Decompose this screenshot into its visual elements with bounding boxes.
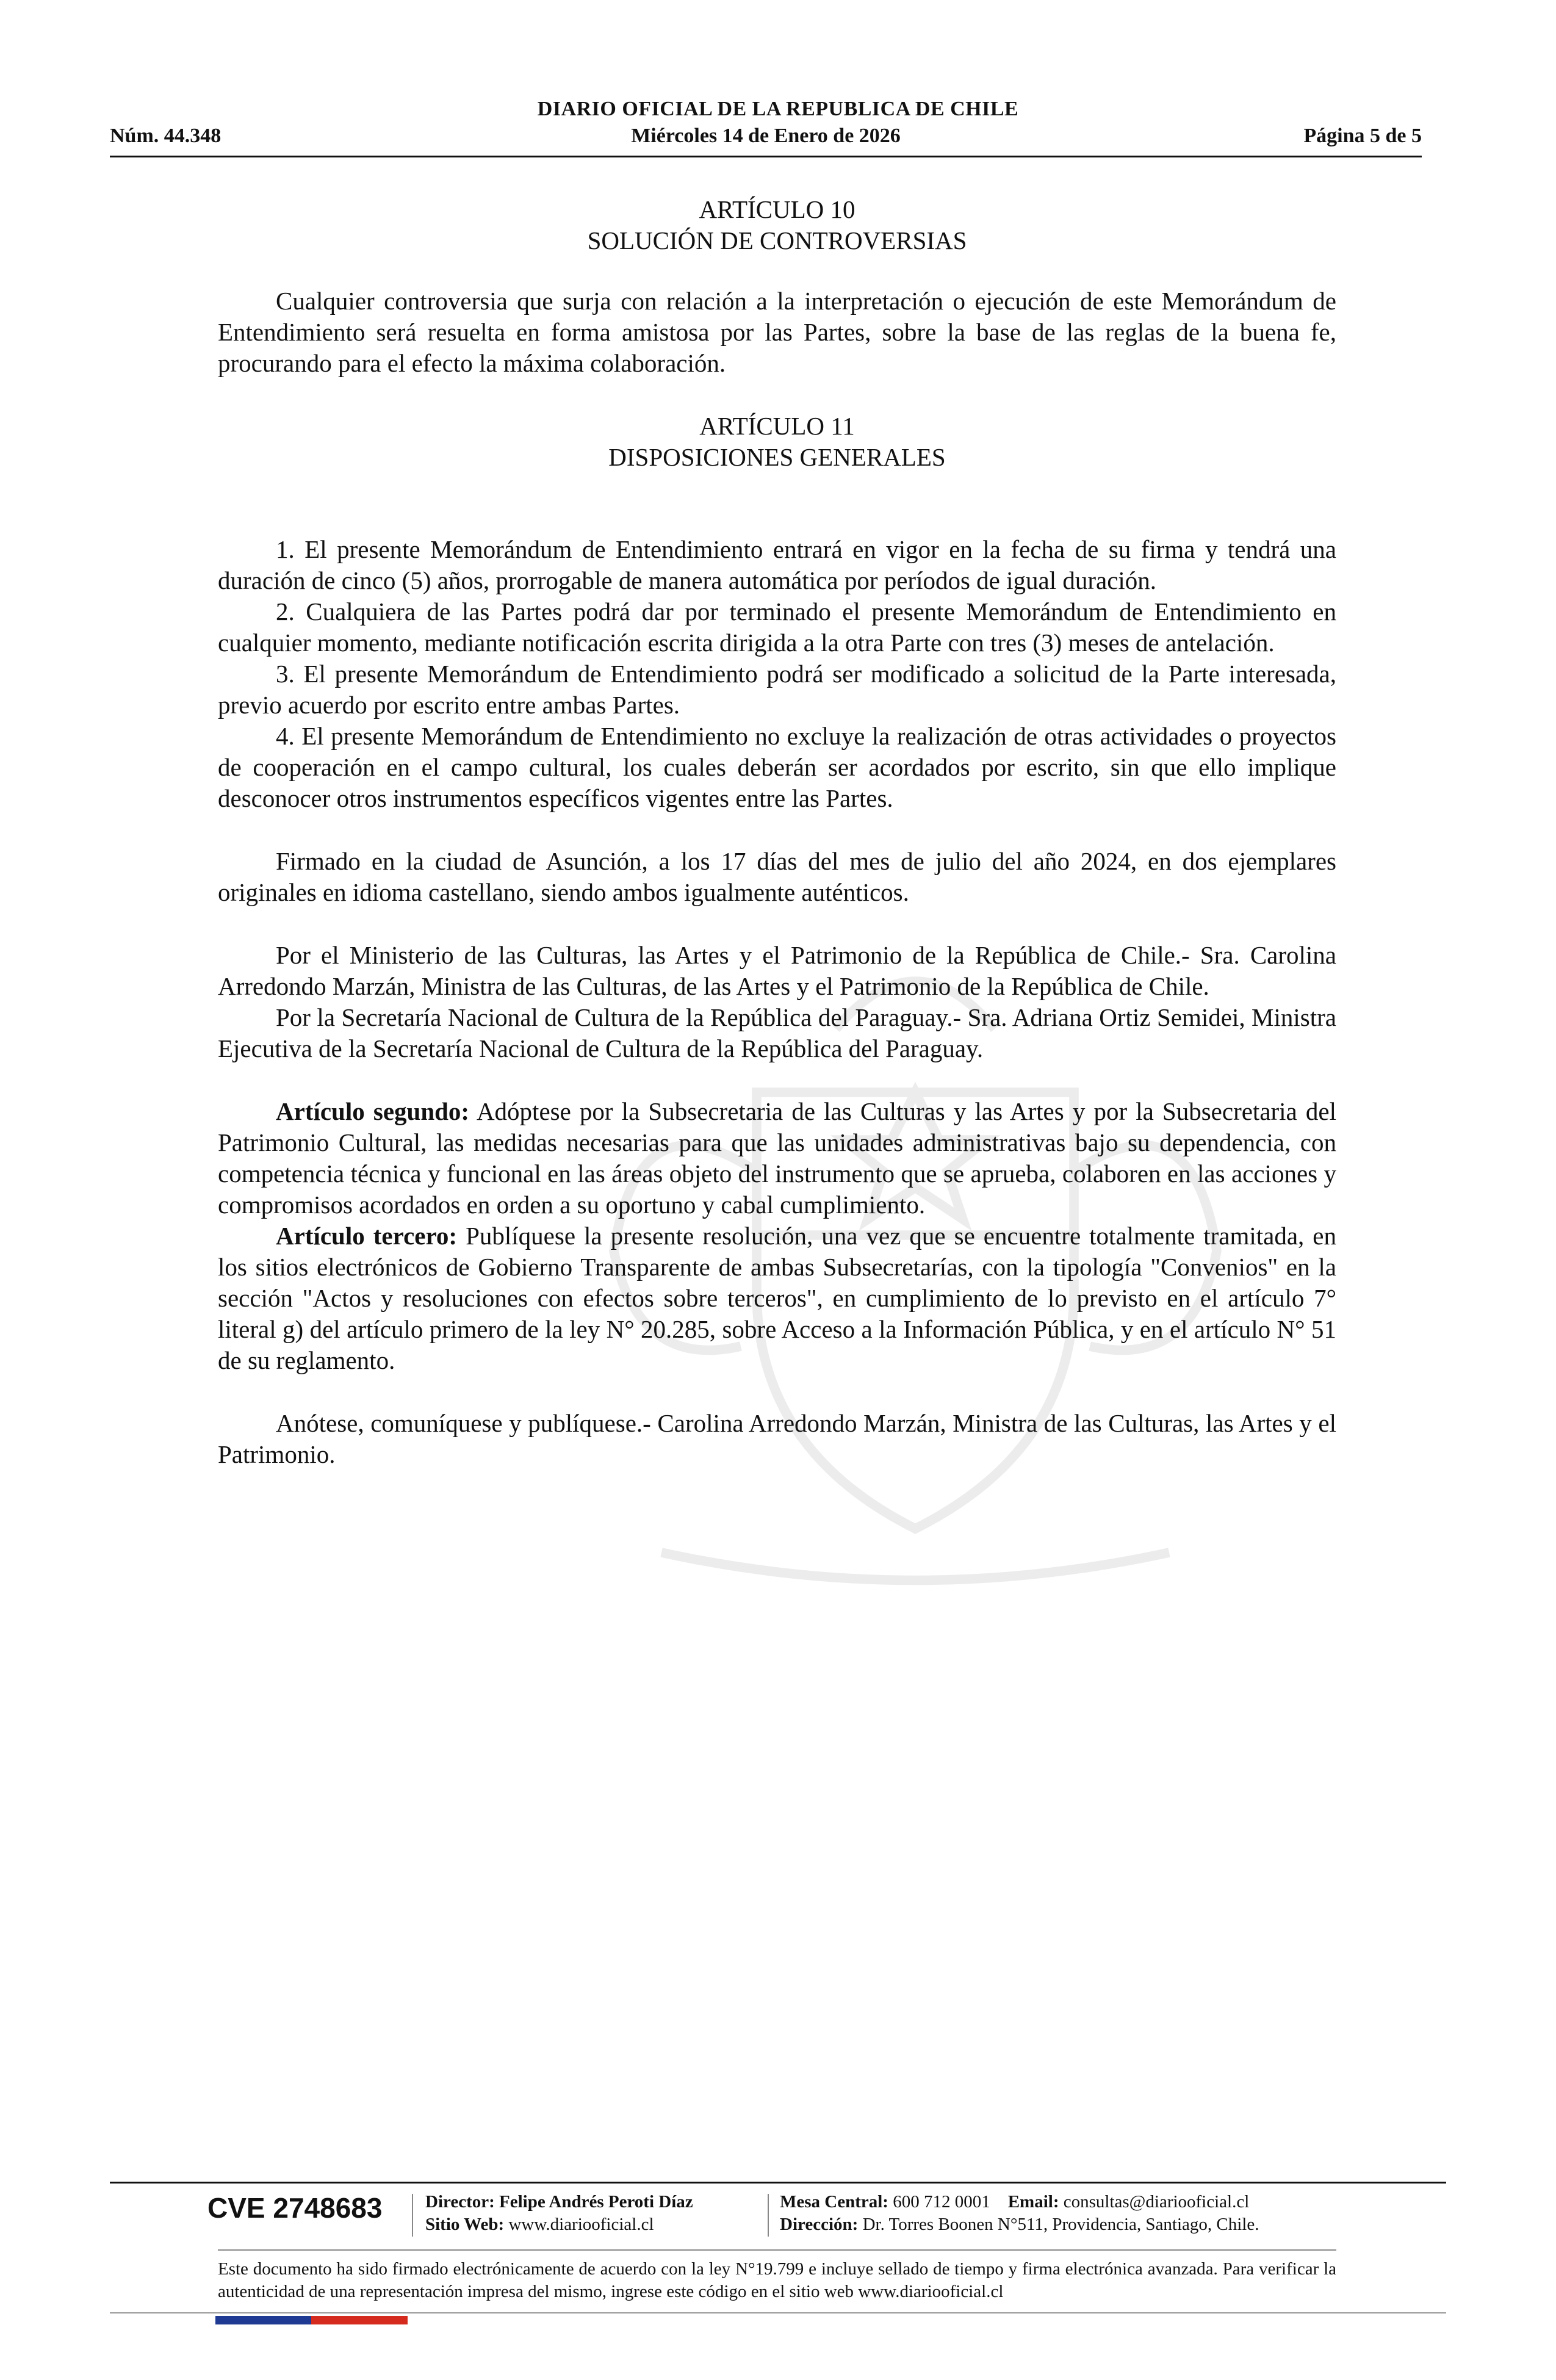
issue-date: Miércoles 14 de Enero de 2026 (631, 124, 901, 147)
article-11-item: 3. El presente Memorándum de Entendimiento podrá ser modificado a solicitud de la Parte interesada, previo acuerdo por escrito entre ambas Partes. (218, 660, 1336, 719)
mesa-label: Mesa Central: (780, 2192, 888, 2212)
header-divider (110, 156, 1422, 157)
email-label: Email: (1007, 2192, 1059, 2212)
article-10-subtitle: SOLUCIÓN DE CONTROVERSIAS (587, 226, 967, 254)
authenticity-note: Este documento ha sido firmado electrónicamente de acuerdo con la ley N°19.799 e incluye sellado de tiempo y firma electrónica avanzada. Para verificar la autenticidad de una representación impresa del mismo, ingrese este código en el sitio web www.diariooficial.cl (218, 2259, 1336, 2301)
footer-separator (412, 2194, 413, 2237)
article-segundo-label: Artículo segundo: (276, 1097, 470, 1125)
address-label: Dirección: (780, 2215, 859, 2234)
article-10-title: ARTÍCULO 10 (699, 195, 855, 223)
footer-note-divider (218, 2249, 1336, 2251)
signatory-chile: Por el Ministerio de las Culturas, las Artes y el Patrimonio de la República de Chile.- Sra. Carolina Arredondo Marzán, Ministra de las Culturas, de las Artes y el Patrimonio de la República de Chile. (218, 941, 1336, 1000)
footer-divider (110, 2182, 1446, 2183)
article-tercero-label: Artículo tercero: (276, 1222, 458, 1250)
signatory-paraguay: Por la Secretaría Nacional de Cultura de la República del Paraguay.- Sra. Adriana Ortiz Semidei, Ministra Ejecutiva de la Secretaría Nacional de Cultura de la República del Paraguay. (218, 1003, 1336, 1062)
article-10-text: Cualquier controversia que surja con relación a la interpretación o ejecución de este Memorándum de Entendimiento será resuelta en forma amistosa por las Partes, sobre la base de las reglas de la buena fe, procurando para el efecto la máxima colaboración. (218, 287, 1336, 377)
article-segundo (218, 1096, 1336, 1221)
gazette-title: DIARIO OFICIAL DE LA REPUBLICA DE CHILE (537, 98, 1019, 120)
flag-blue-segment (215, 2316, 311, 2324)
email-link[interactable]: consultas@diariooficial.cl (1063, 2192, 1250, 2212)
cve-code: CVE 2748683 (207, 2192, 383, 2224)
article-11-subtitle: DISPOSICIONES GENERALES (608, 443, 946, 471)
address-text: Dr. Torres Boonen N°511, Providencia, Santiago, Chile. (862, 2215, 1259, 2234)
article-tercero-text: Publíquese la presente resolución, una vez que se encuentre totalmente tramitada, en los sitios electrónicos de Gobierno Transparente de ambas Subsecretarías, con la tipología "Convenios" en la sección "Actos y resoluciones con efectos sobre terceros", en cumplimiento de lo previsto en el artículo 7° literal g) del artículo primero de la ley N° 20.285, sobre Acceso a la Información Pública, y en el artículo N° 51 de su reglamento. (218, 1222, 1336, 1374)
footer-contact-block (780, 2191, 1259, 2236)
chile-flag-bar (215, 2316, 408, 2324)
article-11-item: 4. El presente Memorándum de Entendimiento no excluye la realización de otras actividades o proyectos de cooperación en el campo cultural, los cuales deberán ser acordados por escrito, sin que ello implique desconocer otros instrumentos específicos vigentes entre las Partes. (218, 722, 1336, 812)
footer-separator (768, 2194, 769, 2237)
document-body (218, 194, 1336, 1470)
article-11-item: 2. Cualquiera de las Partes podrá dar por terminado el presente Memorándum de Entendimiento en cualquier momento, mediante notificación escrita dirigida a la otra Parte con tres (3) meses de antelación. (218, 597, 1336, 657)
header-row (110, 124, 1422, 148)
article-segundo-text: Adóptese por la Subsecretaria de las Culturas y las Artes y por la Subsecretaria del Patrimonio Cultural, las medidas necesarias para que las unidades administrativas bajo su dependencia, con competencia técnica y funcional en las áreas objeto del instrumento que se aprueba, colaboren en las acciones y compromisos acordados en orden a su oportuno y cabal cumplimiento. (218, 1097, 1336, 1219)
issue-number: Núm. 44.348 (110, 124, 222, 147)
director-label: Director: (425, 2192, 495, 2212)
closing-statement: Anótese, comuníquese y publíquese.- Carolina Arredondo Marzán, Ministra de las Culturas, las Artes y el Patrimonio. (218, 1409, 1336, 1468)
article-tercero (218, 1221, 1336, 1376)
mesa-phone: 600 712 0001 (893, 2192, 990, 2212)
article-11-title: ARTÍCULO 11 (699, 412, 855, 440)
website-link[interactable]: www.diariooficial.cl (508, 2215, 654, 2234)
footer-bottom-divider (110, 2312, 1446, 2313)
signing-statement: Firmado en la ciudad de Asunción, a los 17 días del mes de julio del año 2024, en dos ejemplares originales en idioma castellano, siendo ambos igualmente auténticos. (218, 847, 1336, 906)
flag-red-segment (311, 2316, 408, 2324)
page-number: Página 5 de 5 (1303, 124, 1422, 147)
website-label: Sitio Web: (425, 2215, 505, 2234)
footer-director-block (425, 2191, 693, 2236)
director-name: Felipe Andrés Peroti Díaz (499, 2192, 693, 2212)
article-11-item: 1. El presente Memorándum de Entendimiento entrará en vigor en la fecha de su firma y tendrá una duración de cinco (5) años, prorrogable de manera automática por períodos de igual duración. (218, 535, 1336, 594)
